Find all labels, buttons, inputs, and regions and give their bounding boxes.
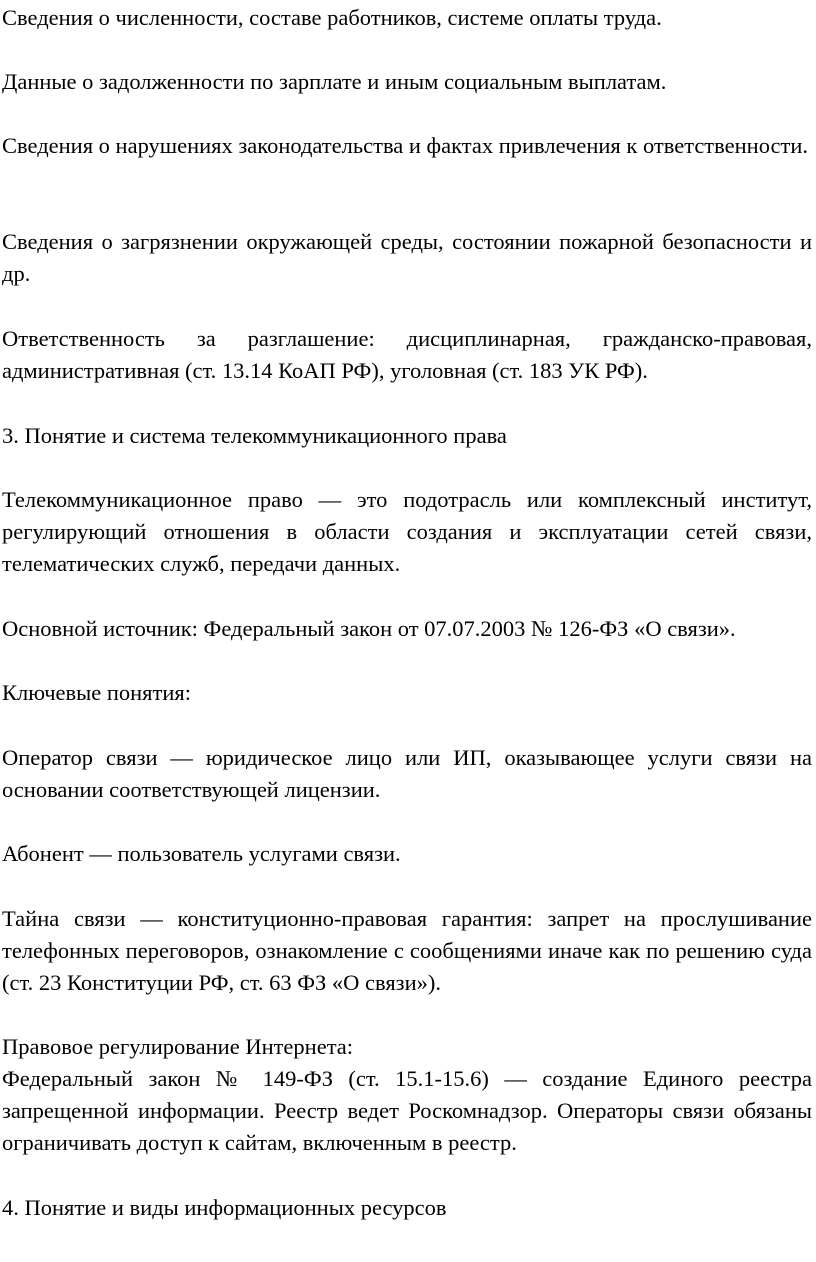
section-heading-3: 3. Понятие и система телекоммуникационного права [2,423,507,448]
paragraph-pollution: Сведения о загрязнении окружающей среды, состоянии пожарной безопасности и др. [2,229,812,286]
paragraph-violations: Сведения о нарушениях законодательства и фактах привлечения к ответственности. [2,133,808,158]
paragraph-communication-secrecy: Тайна связи — конституционно-правовая гарантия: запрет на прослушивание телефонных переговоров, ознакомление с сообщениями иначе как по решению суда (ст. 23 Конституции РФ, ст. 63 ФЗ «О связи»). [2,906,812,995]
section-heading-4: 4. Понятие и виды информационных ресурсов [2,1195,447,1220]
paragraph-operator-definition: Оператор связи — юридическое лицо или ИП, оказывающее услуги связи на основании соответствующей лицензии. [2,745,812,802]
paragraph-subscriber-definition: Абонент — пользователь услугами связи. [2,841,401,866]
paragraph-liability: Ответственность за разглашение: дисциплинарная, гражданско-правовая, административная (ст. 13.14 КоАП РФ), уголовная (ст. 183 УК РФ). [2,326,812,383]
paragraph-salary-debt: Данные о задолженности по зарплате и иным социальным выплатам. [2,69,667,94]
paragraph-telecom-law-definition: Телекоммуникационное право — это подотрасль или комплексный институт, регулирующий отношения в области создания и эксплуатации сетей связи, телематических служб, передачи данных. [2,487,812,576]
paragraph-federal-law-149: Федеральный закон № 149-ФЗ (ст. 15.1-15.6) — создание Единого реестра запрещенной информации. Реестр ведет Роскомнадзор. Операторы связи обязаны ограничивать доступ к сайтам, включенным в реестр. [2,1066,812,1155]
paragraph-key-concepts-heading: Ключевые понятия: [2,680,191,705]
paragraph-internet-regulation-heading: Правовое регулирование Интернета: [2,1034,354,1059]
paragraph-employees-info: Сведения о численности, составе работников, системе оплаты труда. [2,5,662,30]
paragraph-main-source: Основной источник: Федеральный закон от 07.07.2003 № 126-ФЗ «О связи». [2,616,736,641]
